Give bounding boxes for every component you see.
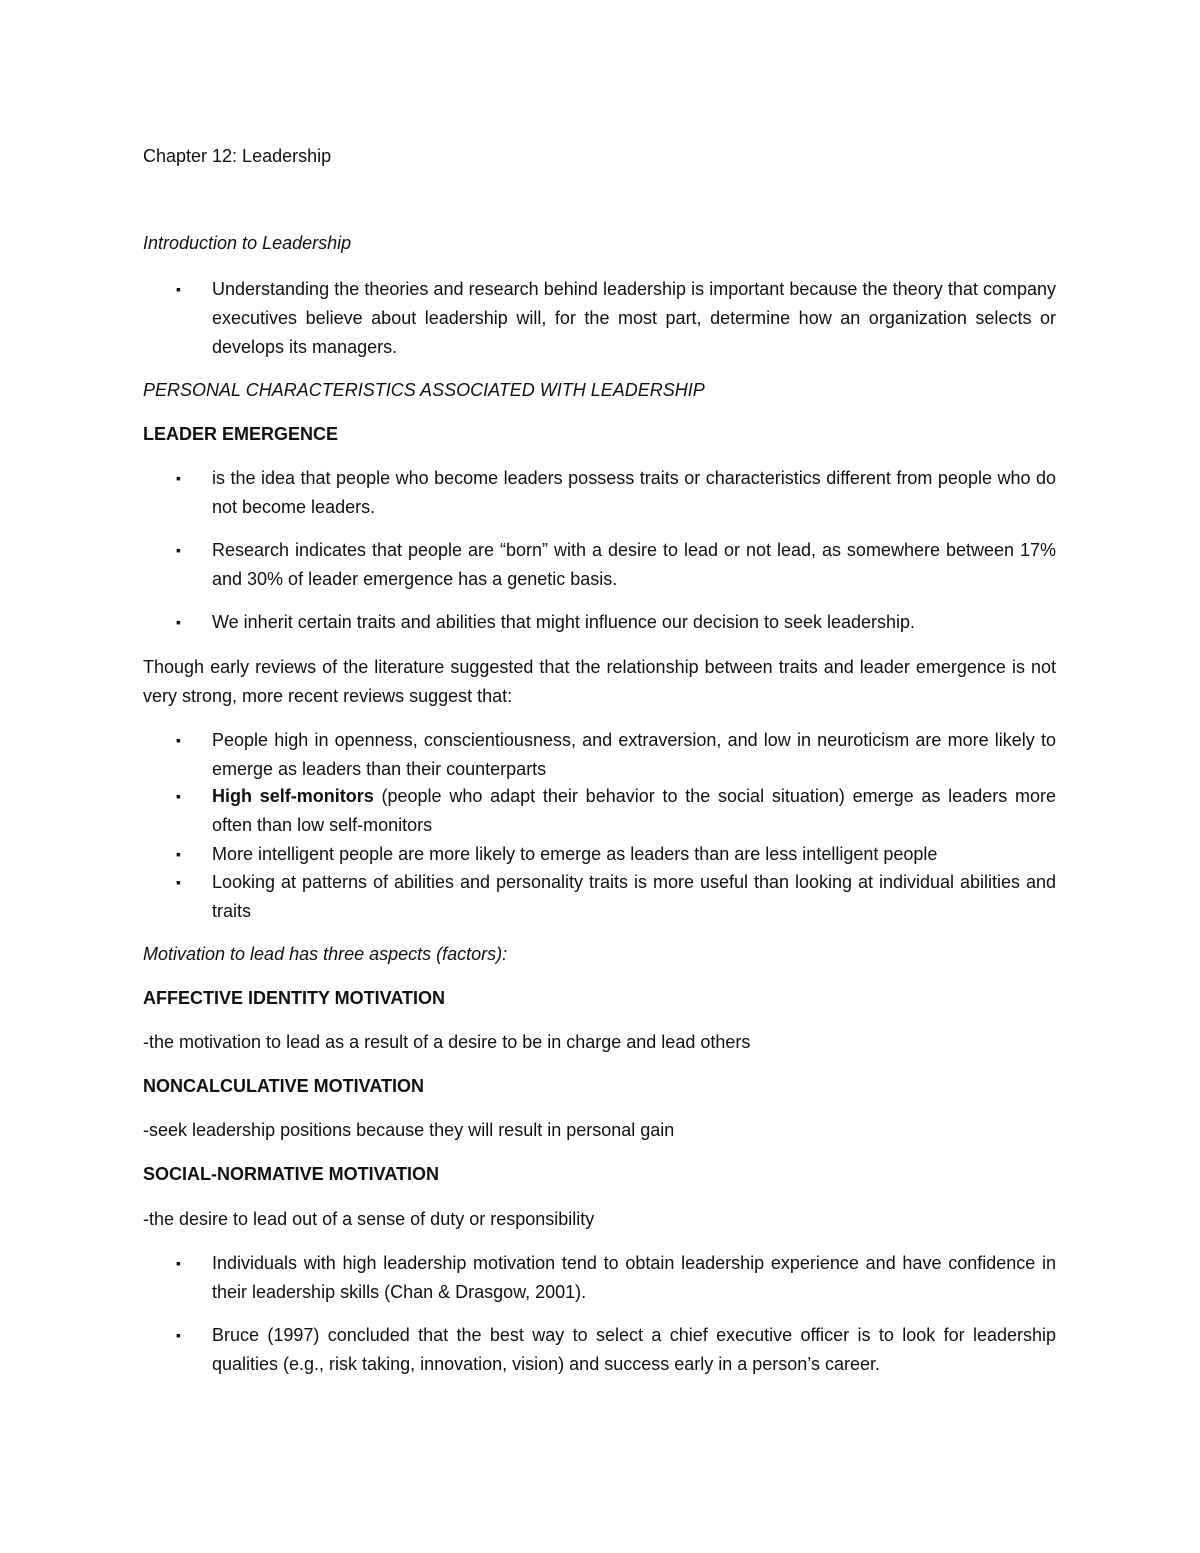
motivation-heading: Motivation to lead has three aspects (factors): [143,944,508,964]
bullet-marker: ▪ [176,470,181,486]
intro-heading: Introduction to Leadership [143,233,352,253]
bullet-marker: ▪ [176,542,181,558]
leader-emergence-heading: LEADER EMERGENCE [143,424,339,444]
noncalculative-heading: NONCALCULATIVE MOTIVATION [143,1076,424,1096]
final-bullet-1: Individuals with high leadership motivation tend to obtain leadership experience and have confidence in their leadership skills (Chan & Drasgow, 2001). [212,1253,1056,1302]
bullet-marker: ▪ [176,846,181,862]
final-bullet-2: Bruce (1997) concluded that the best way to select a chief executive officer is to look for leadership qualities (e.g., risk taking, innovation, vision) and success early in a person’s career. [212,1325,1056,1374]
emergence-bullet-2: Research indicates that people are “born” with a desire to lead or not lead, as somewhere between 17% and 30% of leader emergence has a genetic basis. [212,540,1056,589]
literature-bullet-2 [212,782,1056,840]
social-normative-text: -the desire to lead out of a sense of duty or responsibility [143,1209,595,1229]
bullet-marker: ▪ [176,874,181,890]
literature-bullet-2-text: (people who adapt their behavior to the social situation) emerge as leaders more often than low self-monitors [212,786,1056,835]
bullet-marker: ▪ [176,1327,181,1343]
literature-bullet-3-text: More intelligent people are more likely to emerge as leaders than are less intelligent people [212,844,938,864]
literature-bullet-4 [212,868,1056,926]
affective-identity-text: -the motivation to lead as a result of a desire to be in charge and lead others [143,1032,751,1052]
emergence-bullet-1: is the idea that people who become leaders possess traits or characteristics different from people who do not become leaders. [212,468,1056,517]
literature-bullet-1 [212,726,1056,784]
affective-identity-heading: AFFECTIVE IDENTITY MOTIVATION [143,988,446,1008]
social-normative-heading: SOCIAL-NORMATIVE MOTIVATION [143,1164,439,1184]
literature-bullet-3 [212,840,1056,869]
bullet-marker: ▪ [176,614,181,630]
bullet-marker: ▪ [176,1255,181,1271]
literature-bullet-4-text: Looking at patterns of abilities and personality traits is more useful than looking at individual abilities and traits [212,872,1056,921]
literature-bullet-2-bold: High self-monitors [212,786,374,806]
literature-bullet-1-text: People high in openness, conscientiousness, and extraversion, and low in neuroticism are more likely to emerge as leaders than their counterparts [212,730,1056,779]
bullet-marker: ▪ [176,788,181,804]
bullet-marker: ▪ [176,281,181,297]
emergence-bullet-3: We inherit certain traits and abilities that might influence our decision to seek leadership. [212,612,916,632]
page-title: Chapter 12: Leadership [143,146,332,166]
bullet-marker: ▪ [176,732,181,748]
literature-paragraph: Though early reviews of the literature suggested that the relationship between traits and leader emergence is not very strong, more recent reviews suggest that: [143,657,1056,706]
personal-characteristics-heading: PERSONAL CHARACTERISTICS ASSOCIATED WITH LEADERSHIP [143,380,705,400]
intro-bullet-1: Understanding the theories and research behind leadership is important because the theory that company executives believe about leadership will, for the most part, determine how an organization selects or develops its managers. [212,279,1056,357]
noncalculative-text: -seek leadership positions because they will result in personal gain [143,1120,675,1140]
